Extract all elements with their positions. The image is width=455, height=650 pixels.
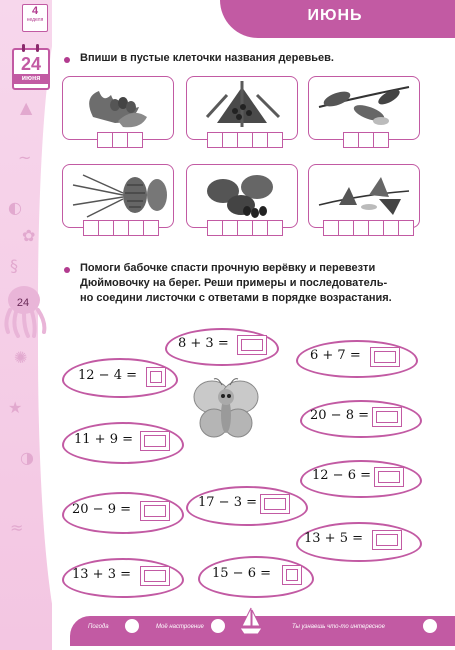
example-expression: 12 − 4 =	[78, 368, 137, 383]
footer	[60, 606, 455, 650]
tree-card-willow	[308, 76, 420, 140]
week-tag	[22, 4, 48, 32]
letter-box[interactable]	[207, 220, 223, 236]
willow-branch-icon	[309, 77, 419, 139]
answer-box[interactable]	[370, 347, 400, 367]
answer-box[interactable]	[260, 494, 290, 514]
example-expression: 20 − 8 =	[310, 408, 369, 423]
rowan-branch-icon	[187, 77, 297, 139]
fish-icon: ~	[18, 148, 32, 167]
letter-box[interactable]	[343, 132, 359, 148]
letter-boxes[interactable]	[323, 220, 413, 236]
bullet-icon	[64, 57, 70, 63]
answer-box[interactable]	[372, 530, 402, 550]
tree-card-rowan	[186, 76, 298, 140]
alder-branch-icon	[187, 165, 297, 227]
letter-box[interactable]	[267, 132, 283, 148]
letter-box[interactable]	[358, 132, 374, 148]
letter-box[interactable]	[323, 220, 339, 236]
answer-box[interactable]	[140, 501, 170, 521]
week-number: 4	[31, 5, 39, 17]
example-expression: 11 + 9 =	[74, 432, 133, 447]
butterfly-icon	[190, 375, 262, 443]
answer-box[interactable]	[374, 467, 404, 487]
tree-card-alder	[186, 164, 298, 228]
letter-boxes[interactable]	[207, 132, 282, 148]
letter-box[interactable]	[207, 132, 223, 148]
letter-box[interactable]	[113, 220, 129, 236]
letter-box[interactable]	[222, 132, 238, 148]
oak-branch-icon	[63, 77, 173, 139]
larch-cone-icon	[63, 165, 173, 227]
letter-box[interactable]	[128, 220, 144, 236]
weather-dot[interactable]	[124, 618, 140, 634]
answer-box[interactable]	[282, 565, 302, 585]
calendar-day: 24	[20, 54, 42, 74]
answer-box[interactable]	[146, 367, 166, 387]
answer-box[interactable]	[372, 407, 402, 427]
bullet-icon	[64, 267, 70, 273]
shell-icon: ◑	[20, 448, 34, 467]
lighthouse-icon: ▲	[20, 98, 33, 117]
footer-weather: Погода	[88, 624, 109, 630]
letter-boxes[interactable]	[343, 132, 388, 148]
task2-line3: но соедини листочки с ответами в порядке возрастания.	[80, 292, 392, 304]
seahorse-icon: §	[10, 256, 18, 275]
calendar-month: июня	[14, 74, 48, 84]
example-expression: 8 + 3 =	[178, 336, 229, 351]
letter-box[interactable]	[237, 220, 253, 236]
footer-interesting: Ты узнаешь что-то интересное	[292, 624, 385, 630]
task2-line1: Помоги бабочке спасти прочную верёвку и перевезти	[80, 262, 376, 274]
footer-mood: Моё настроение	[156, 624, 204, 630]
month-title: ИЮНЬ	[307, 7, 363, 24]
task2-line2: Дюймовочку на берег. Реши примеры и последователь-	[80, 277, 388, 289]
example-expression: 15 − 6 =	[212, 566, 271, 581]
letter-box[interactable]	[373, 132, 389, 148]
letter-box[interactable]	[98, 220, 114, 236]
answer-box[interactable]	[237, 335, 267, 355]
sailboat-icon	[238, 606, 264, 636]
answer-box[interactable]	[140, 431, 170, 451]
calendar-icon	[12, 48, 50, 90]
letter-box[interactable]	[353, 220, 369, 236]
letter-boxes[interactable]	[97, 132, 142, 148]
letter-box[interactable]	[398, 220, 414, 236]
tree-card-birch	[308, 164, 420, 228]
interesting-dot[interactable]	[422, 618, 438, 634]
letter-box[interactable]	[252, 220, 268, 236]
letter-box[interactable]	[112, 132, 128, 148]
example-expression: 17 − 3 =	[198, 495, 257, 510]
letter-box[interactable]	[83, 220, 99, 236]
turtle-icon: ✿	[22, 226, 36, 245]
letter-box[interactable]	[143, 220, 159, 236]
letter-box[interactable]	[368, 220, 384, 236]
letter-boxes[interactable]	[83, 220, 158, 236]
example-expression: 13 + 5 =	[304, 531, 363, 546]
task1-instruction: Впиши в пустые клеточки названия деревьев.	[80, 52, 334, 64]
answer-box[interactable]	[140, 566, 170, 586]
letter-box[interactable]	[222, 220, 238, 236]
letter-box[interactable]	[97, 132, 113, 148]
letter-box[interactable]	[237, 132, 253, 148]
letter-box[interactable]	[383, 220, 399, 236]
shell-icon: ◐	[8, 198, 22, 217]
example-expression: 12 − 6 =	[312, 468, 371, 483]
example-expression: 6 + 7 =	[310, 348, 361, 363]
flower-icon: ✺	[14, 348, 28, 367]
letter-boxes[interactable]	[207, 220, 282, 236]
mood-dot[interactable]	[210, 618, 226, 634]
starfish-icon: ★	[8, 398, 23, 417]
page-number: 24	[12, 292, 34, 314]
week-label: неделя	[26, 17, 44, 23]
wave-icon: ≈	[10, 518, 24, 537]
example-expression: 20 − 9 =	[72, 502, 131, 517]
example-expression: 13 + 3 =	[72, 567, 131, 582]
letter-box[interactable]	[267, 220, 283, 236]
letter-box[interactable]	[252, 132, 268, 148]
tree-card-oak	[62, 76, 174, 140]
task2-instruction	[80, 261, 450, 306]
letter-box[interactable]	[127, 132, 143, 148]
birch-branch-icon	[309, 165, 419, 227]
letter-box[interactable]	[338, 220, 354, 236]
tree-card-larch	[62, 164, 174, 228]
